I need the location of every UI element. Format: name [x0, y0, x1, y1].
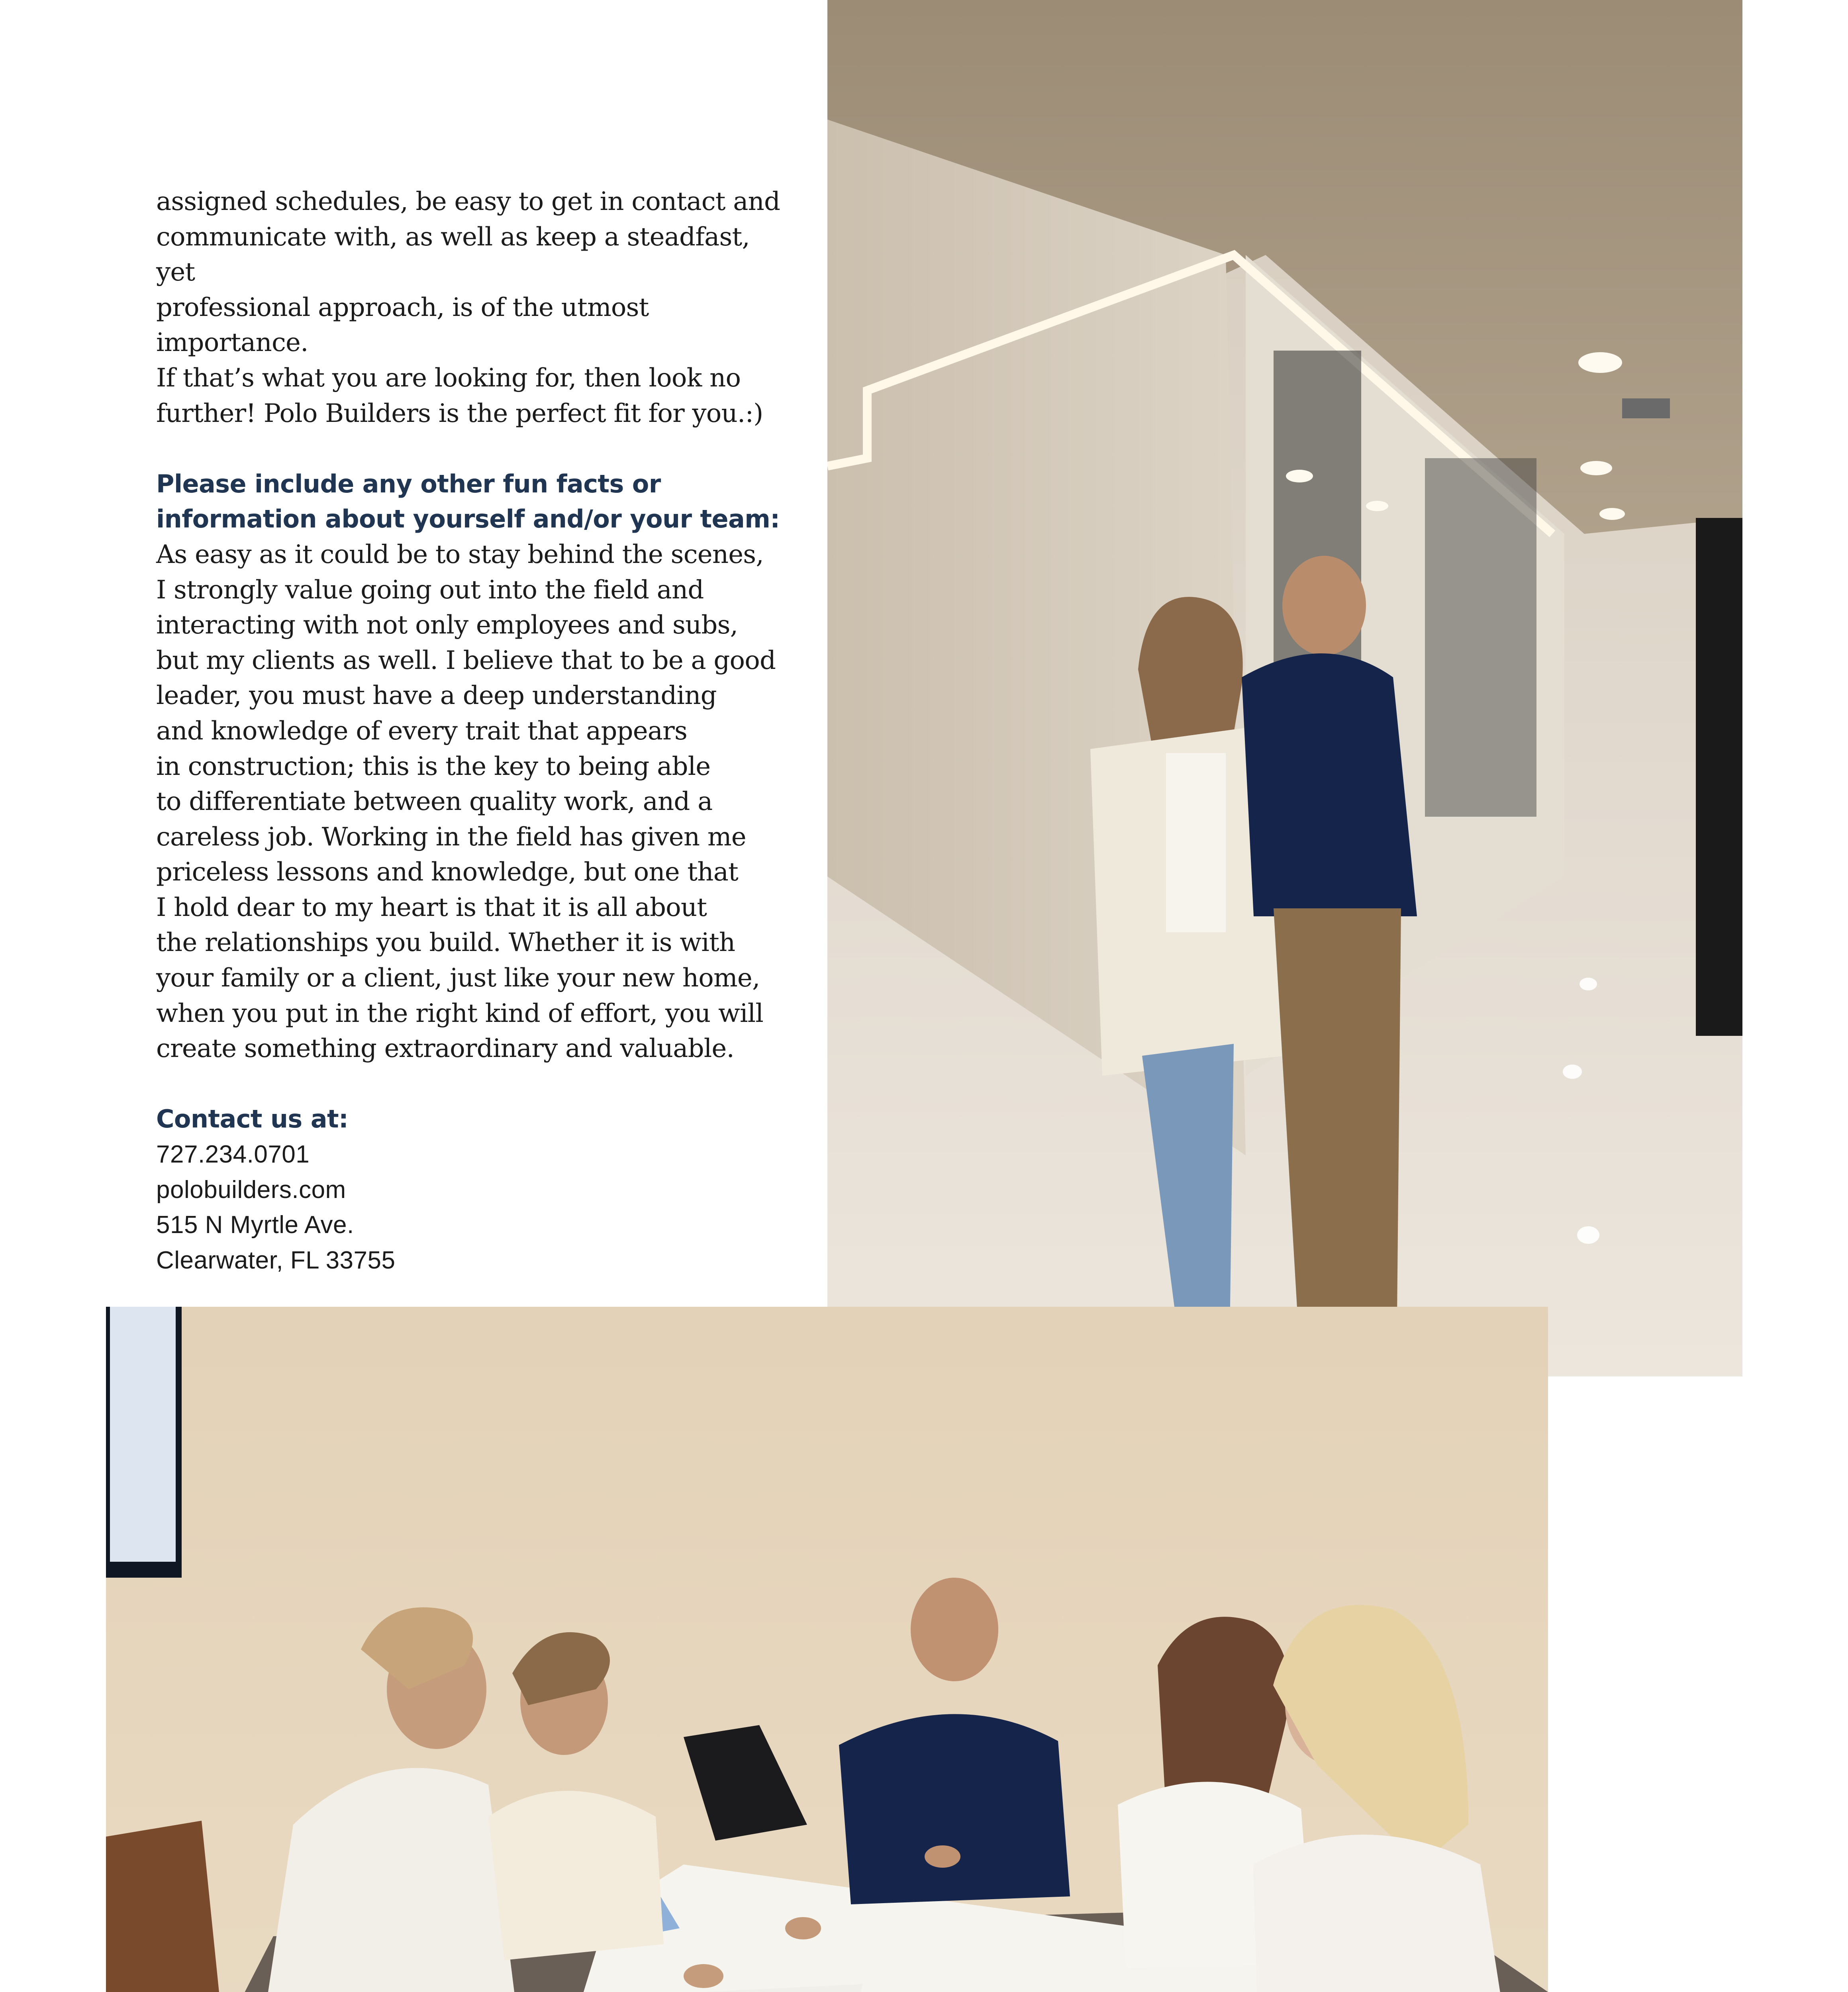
fun-facts-answer: As easy as it could be to stay behind the scenes, I strongly value going out into the field and interacting with not only employees and subs, but my clients as well. I believe that to be a good leader, you must have a deep understanding and knowledge of every trait that appears in construction; this is the key to being able to differentiate between quality work, and a careless job. Working in the field has given me priceless lessons and knowledge, but one that I hold dear to my heart is that it is all about the relationships you build. Whether it is with your family or a client, just like your new home, when you put in the right kind of effort, you will create something extraordinary and valuable. [156, 539, 776, 1064]
contact-address-line2: Clearwater, FL 33755 [156, 1246, 396, 1274]
intro-paragraph: assigned schedules, be easy to get in contact and communicate with, as well as keep a steadfast, yet professional approach, is of the utmost importance. If that’s what you are looking for, then look no further! Polo Builders is the perfect fit for you.:) [156, 187, 780, 428]
team-meeting-photo [106, 1307, 1548, 1992]
contact-heading: Contact us at: [156, 1104, 349, 1134]
contact-phone: 727.234.0701 [156, 1141, 310, 1169]
paragraph-gap [156, 431, 794, 467]
article-text-column [156, 184, 794, 1278]
paragraph-gap [156, 1067, 794, 1102]
hallway-photo-illustration [827, 0, 1742, 1376]
fun-facts-heading: Please include any other fun facts or information about yourself and/or your team: [156, 469, 780, 534]
hallway-couple-photo [827, 0, 1742, 1376]
contact-address-line1: 515 N Myrtle Ave. [156, 1211, 354, 1239]
meeting-photo-illustration [106, 1307, 1548, 1992]
contact-website: polobuilders.com [156, 1176, 346, 1204]
